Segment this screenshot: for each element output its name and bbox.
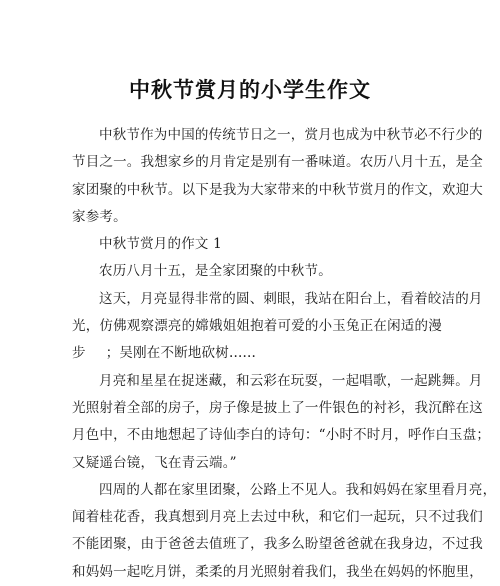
paragraph-line — [72, 340, 438, 367]
paragraph-line: 月亮和星星在捉迷藏，和云彩在玩耍，一起唱歌，一起跳舞。月 — [99, 372, 483, 389]
paragraph-line: 这天，月亮显得非常的圆、刺眼，我站在阳台上，看着皎洁的月 — [99, 290, 483, 307]
paragraph-line: 光照射着全部的房子，房子像是披上了一件银色的衬衫，我沉醉在这 — [72, 399, 483, 416]
paragraph-line: 中秋节作为中国的传统节日之一，赏月也成为中秋节必不行少的 — [99, 127, 483, 143]
paragraph-line: 农历八月十五，是全家团聚的中秋节。 — [99, 263, 332, 280]
page-title: 中秋节赏月的小学生作文 — [129, 78, 371, 102]
paragraph-line: 闻着桂花香，我真想到月亮上去过中秋，和它们一起玩，只不过我们 — [72, 509, 483, 526]
paragraph-line: 四周的人都在家里团聚，公路上不见人。我和妈妈在家里看月亮， — [99, 481, 497, 498]
paragraph-line: 又疑遥台镜，飞在青云端。” — [72, 454, 237, 471]
paragraph-line: 光，仿佛观察漂亮的嫦娥姐姐抱着可爱的小玉兔正在闲适的漫 — [72, 318, 442, 335]
paragraph-line: 不能团聚，由于爸爸去值班了，我多么盼望爸爸就在我身边，不过我 — [72, 536, 483, 553]
line-fragment: 步 — [72, 345, 86, 362]
paragraph-line: 家参考。 — [72, 208, 127, 225]
paragraph-line: 节目之一。我想家乡的月肯定是别有一番味道。农历八月十五，是全 — [72, 154, 483, 171]
line-fragment: ；吴刚在不断地砍树...... — [105, 345, 256, 362]
section-heading: 中秋节赏月的作文 1 — [99, 236, 222, 253]
paragraph-line: 和妈妈一起吃月饼，柔柔的月光照射着我们，我坐在妈妈的怀胞里， — [72, 563, 483, 580]
article-body — [72, 122, 497, 586]
paragraph-line: 月色中，不由地想起了诗仙李白的诗句：“小时不时月，呼作白玉盘； — [72, 427, 491, 444]
paragraph-line: 家团聚的中秋节。以下是我为大家带来的中秋节赏月的作文，欢迎大 — [72, 181, 483, 198]
